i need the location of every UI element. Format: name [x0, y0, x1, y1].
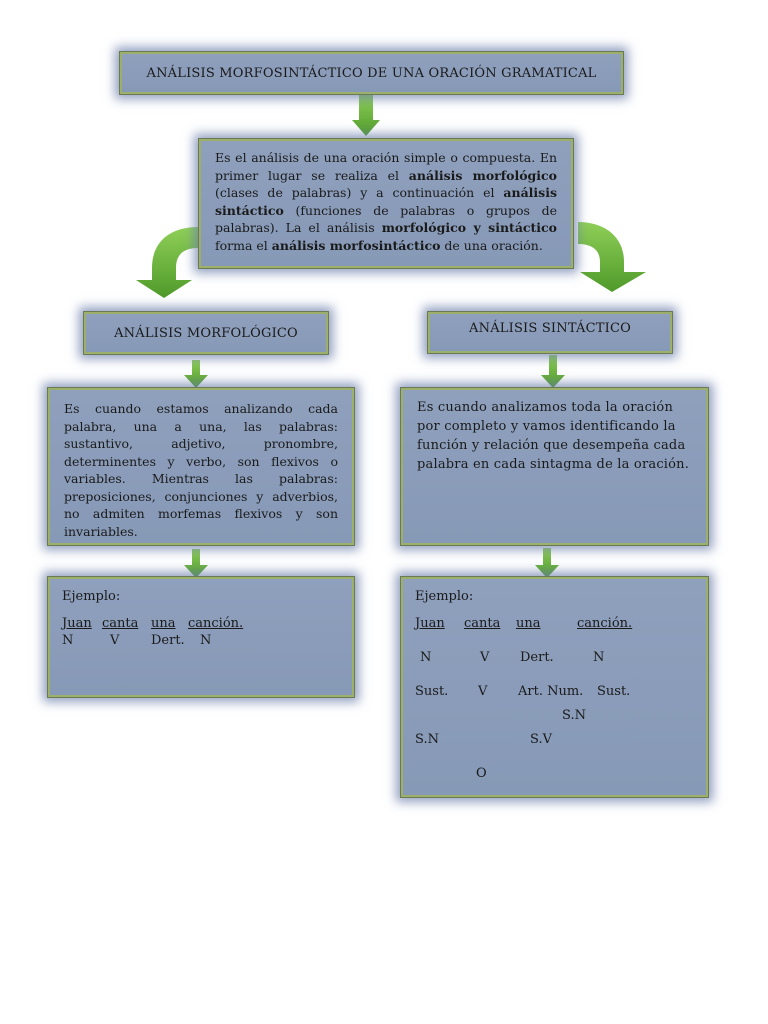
sint-tag-n2: N [593, 650, 605, 665]
sint-sn: S.N [415, 732, 439, 747]
sint-sn-inner: S.N [562, 708, 586, 723]
main-title-box [120, 52, 623, 94]
morf-tag-n1: N [62, 633, 74, 648]
arrow-morf-desc-to-example [184, 549, 208, 578]
arrow-definition-to-sintactico [578, 222, 646, 292]
sint-role-sust2: Sust. [597, 684, 631, 699]
morf-word-cancion: canción. [188, 616, 244, 631]
morf-example-label: Ejemplo: [62, 589, 121, 604]
sintactico-title-box [428, 312, 672, 353]
sint-sv: S.V [530, 732, 552, 747]
morf-word-una: una [151, 616, 176, 631]
morfologico-example-box [48, 577, 354, 697]
main-title: ANÁLISIS MORFOSINTÁCTICO DE UNA ORACIÓN GRAMATICAL [146, 65, 597, 81]
sintactico-example-box [401, 577, 708, 797]
sint-tag-v: V [480, 650, 490, 665]
morf-tag-v: V [110, 633, 120, 648]
sintactico-description: Es cuando analizamos toda la oración por completo y vamos identificando la función y relación que desempeña cada palabra en cada sintagma de la oración. [417, 400, 690, 472]
morf-tag-n2: N [200, 633, 212, 648]
sint-role-v: V [478, 684, 488, 699]
morfologico-description: Es cuando estamos analizando cada palabra, una a una, las palabras: sustantivo, adjetivo, pronombre, determinentes y verbo, son flexivos o variables. Mientras las palabras: preposiciones, conjunciones y adverbios, no admiten morfemas flexivos y son invariables. [64, 401, 338, 539]
arrow-sint-title-to-desc [541, 355, 565, 388]
sint-word-una: una [516, 616, 541, 631]
morf-tag-dert: Dert. [151, 633, 185, 648]
sintactico-description-box [401, 388, 708, 545]
sint-o: O [476, 766, 487, 781]
sint-example-label: Ejemplo: [415, 589, 474, 604]
sint-word-juan: Juan [415, 616, 445, 631]
sintactico-title: ANÁLISIS SINTÁCTICO [469, 321, 631, 336]
sint-word-cancion: canción. [577, 616, 633, 631]
sint-word-canta: canta [464, 616, 501, 631]
arrow-title-to-definition [352, 95, 380, 136]
morfologico-title-box [84, 312, 328, 354]
morfologico-title: ANÁLISIS MORFOLÓGICO [114, 325, 298, 341]
arrow-morf-title-to-desc [184, 360, 208, 388]
sint-role-sust1: Sust. [415, 684, 449, 699]
arrow-sint-desc-to-example [535, 548, 559, 578]
sint-role-artnum: Art. Num. [518, 684, 584, 699]
morf-word-canta: canta [102, 616, 139, 631]
definition-text: Es el análisis de una oración simple o compuesta. En primer lugar se realiza el análisis morfológico (clases de palabras) y a continuación el análisis sintáctico (funciones de palabras o grupos de palabras). La el análisis morfológico y sintáctico forma el análisis morfosintáctico de una oración. [215, 150, 558, 253]
definition-box [199, 139, 573, 268]
arrow-definition-to-morfologico [136, 227, 198, 298]
morfologico-description-box [48, 388, 354, 545]
morf-word-juan: Juan [62, 616, 92, 631]
sint-tag-dert: Dert. [520, 650, 554, 665]
sint-tag-n1: N [420, 650, 432, 665]
